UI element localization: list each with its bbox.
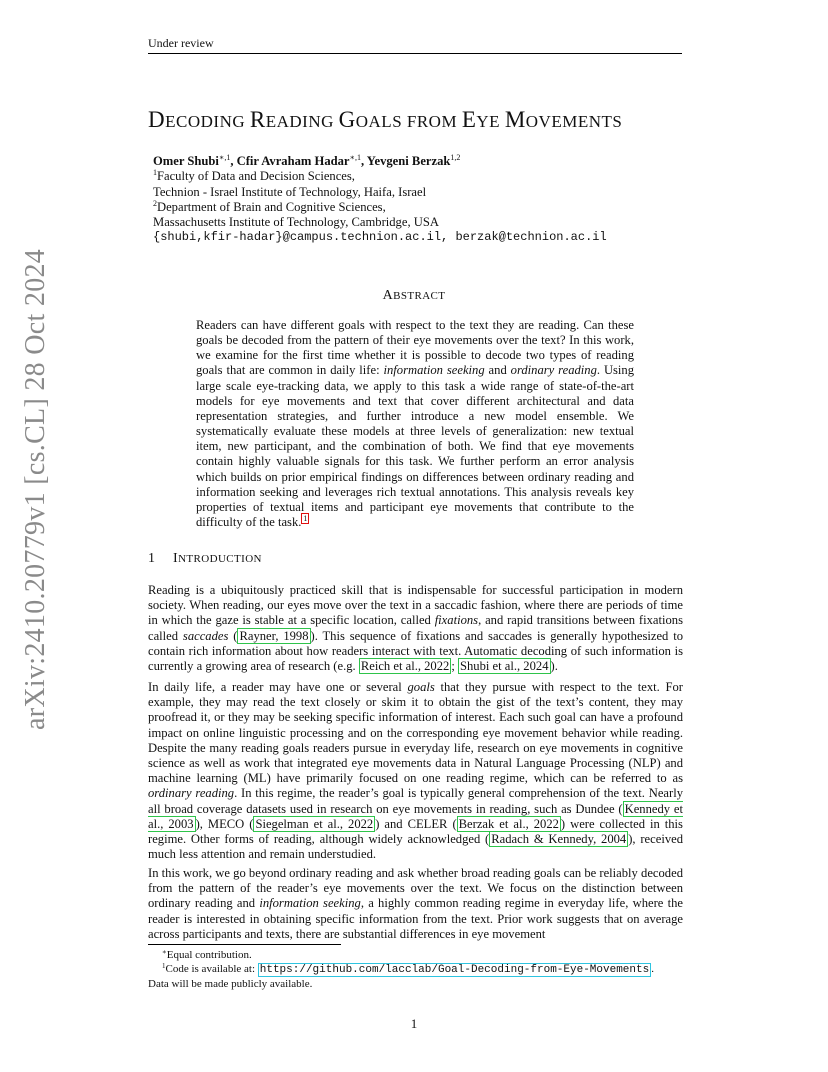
title-rest-2: EADING: [265, 112, 339, 131]
footnote-2: [148, 962, 708, 977]
footnote-2-line-2: Data will be made publicly available.: [148, 978, 313, 990]
abstract-t3: . Using large scale eye-tracking data, we apply to this task a wide range of state-of-the-art models for eye movements and text that cover different architectural and data representation strategies, and further introduce a new model ensemble. We systematically evaluate these models at three levels of generalization: new textual item, new participant, and the combination of both. We find that eye movements contain highly valuable signals for this task. We further perform an error analysis which builds on prior empirical findings on differences between ordinary reading and information seeking and leverages rich textual annotations. This analysis reveals key properties of textual items and participant eye movements that contribute to the difficulty of the task.: [196, 363, 635, 530]
title-cap-5: M: [504, 107, 526, 132]
title-rest-5: OVEMENTS: [525, 112, 623, 131]
footnote-1: [148, 948, 708, 962]
p2-t3: . In this regime, the reader’s goal is typically general comprehension of the text. Nearly all broad coverage datasets used in research on eye movements in reading, such as Dundee (: [148, 786, 683, 816]
footnote-2-mark: 1: [162, 962, 166, 970]
section-heading-rest: NTRODUCTION: [178, 553, 262, 565]
p1-t2: , and rapid transitions between fixations called: [148, 613, 683, 643]
p1-t6: ).: [550, 659, 558, 674]
p2-t1: In daily life, a reader may have one or several: [148, 680, 408, 694]
author-2-sup: ∗,1: [349, 153, 361, 162]
author-names: Omer Shubi$^{∗,1}$, Cfir Avraham Hadar$^{∗,1}$, Yevgeni Berzak$^{1,2}$: [153, 153, 461, 168]
citation-link[interactable]: Reich et al., 2022: [360, 659, 450, 674]
p3-t2: , a highly common reading regime in everyday life, where the reader is interested in obtaining specific information from the text. Prior work suggests that on average across participants and texts, there are substantial differences in eye movement: [148, 896, 683, 941]
author-emails: {shubi,kfir-hadar}@campus.technion.ac.il, berzak@technion.ac.il: [153, 230, 607, 245]
p3-t1: In this work, we go beyond ordinary reading and ask whether broad reading goals can be reliably decoded from the pattern of the reader’s eye movements over the text. We focus on the distinction between ordinary reading and: [148, 866, 683, 911]
title-cap-4: E: [461, 107, 477, 132]
p1-t3: (: [228, 628, 238, 643]
title-rest-1: ECODING: [165, 112, 250, 131]
abstract-em1: information seeking: [383, 363, 485, 378]
citation-link[interactable]: Shubi et al., 2024: [459, 659, 549, 674]
p1-t5: ;: [451, 659, 458, 674]
abstract-t1: Readers can have different goals with respect to the text they are reading. Can these goals be decoded from the pattern of their eye movements over the text? In this work, we examine for the first time whether it is possible to decode two types of reading goals that are common in daily life:: [196, 318, 634, 378]
section-heading-cap: I: [173, 551, 179, 566]
title-rest-4: YE: [476, 112, 505, 131]
p2-t5: ) and CELER (: [375, 816, 457, 831]
affiliation-2-sup: 2: [153, 198, 157, 208]
section-number: 1: [148, 551, 156, 566]
intro-paragraph-3: [148, 866, 683, 942]
author-3-sup: 1,2: [450, 153, 461, 162]
p1-t4: ). This sequence of fixations and saccades is generally hypothesized to contain rich information about how readers interact with text. Automatic decoding of such information is currently a growing area of research (e.g.: [148, 628, 683, 674]
abstract-heading-rest: BSTRACT: [393, 290, 446, 302]
p2-t4: ), MECO (: [195, 816, 254, 831]
p2-t6: ) were collected in this regime. Other forms of reading, although widely acknowledged (: [148, 816, 683, 847]
section-heading-introduction: [148, 551, 262, 567]
p2-t2: that they pursue with respect to the text. For example, they may read the text closely or skim it to obtain the gist of the text’s content, they may proofread it, or they may be seeking specific information of interest. Each such goal can have a profound impact on online linguistic processing and on the corresponding eye movement behavior while reading. Despite the many reading goals readers pursue in everyday life, research on eye movements in cognitive science as well as work that integrated eye movements data in Natural Language Processing (NLP) and machine learning (ML) have primarily focused on one reading regime, which can be referred to as: [148, 680, 683, 786]
affiliation-1-line-1: [153, 169, 713, 184]
affiliation-2-line-1: [153, 200, 713, 215]
p1-em2: saccades: [182, 628, 229, 643]
footnote-2-text: Code is available at:: [165, 963, 258, 975]
affiliation-2-text: Department of Brain and Cognitive Sciences,: [157, 199, 386, 214]
affiliation-1-line-2: Technion - Israel Institute of Technology, Haifa, Israel: [153, 184, 427, 199]
title-cap-1: D: [148, 107, 166, 132]
title-cap-2: R: [249, 107, 266, 132]
citation-link[interactable]: Radach & Kennedy, 2004: [491, 832, 627, 847]
title-cap-3: G: [338, 107, 356, 132]
affiliation-1-sup: 1: [153, 168, 157, 178]
footnote-2-after: .: [651, 963, 654, 975]
footnote-1-text: Equal contribution.: [166, 949, 252, 961]
p2-em1: goals: [407, 680, 435, 694]
citation-link[interactable]: Rayner, 1998: [239, 628, 309, 643]
intro-paragraph-1: [148, 583, 683, 674]
abstract-heading: [0, 288, 828, 304]
citation-link[interactable]: Kennedy et al., 2003: [148, 801, 683, 831]
p1-em1: fixations: [434, 613, 479, 628]
author-3: Yevgeni Berzak: [366, 154, 451, 168]
citation-link[interactable]: Siegelman et al., 2022: [255, 816, 374, 831]
affiliation-1-text: Faculty of Data and Decision Sciences,: [157, 169, 355, 184]
author-1: Omer Shubi: [153, 154, 219, 168]
abstract-text: [196, 318, 634, 530]
title-rest-3: OALS FROM: [355, 112, 462, 131]
code-repository-link[interactable]: https://github.com/lacclab/Goal-Decoding-from-Eye-Movements: [259, 964, 650, 976]
author-1-sup: ∗,1: [218, 153, 231, 162]
p2-em2: ordinary reading: [148, 786, 235, 801]
citation-link[interactable]: Berzak et al., 2022: [458, 816, 559, 831]
footnote-1-mark: ∗: [162, 948, 167, 956]
p3-em1: information seeking: [259, 896, 361, 911]
author-2: Cfir Avraham Hadar: [236, 154, 350, 168]
arxiv-identifier: arXiv:2410.20779v1 [cs.CL] 28 Oct 2024: [20, 248, 51, 730]
abstract-t2: and: [484, 363, 511, 378]
footnote-divider: [148, 944, 341, 945]
abstract-heading-cap: A: [382, 288, 394, 303]
footnote-ref-1[interactable]: 1: [303, 514, 308, 524]
affiliation-2-line-2: Massachusetts Institute of Technology, Cambridge, USA: [153, 215, 439, 230]
author-block: [153, 154, 713, 246]
p2-t7: ), received much less attention and remain understudied.: [148, 832, 684, 862]
abstract-em2: ordinary reading: [510, 363, 597, 378]
page-number: 1: [410, 1016, 418, 1031]
paper-title: [148, 107, 708, 133]
intro-paragraph-2: [148, 680, 683, 862]
p1-t1: Reading is a ubiquitously practiced skill that is indispensable for successful participation in modern society. When reading, our eyes move over the text in a saccadic fashion, where there are periods of time in which the gaze is stable at a specific location, called: [148, 583, 683, 628]
running-header: Under review: [148, 36, 682, 54]
footnotes: [148, 948, 708, 991]
